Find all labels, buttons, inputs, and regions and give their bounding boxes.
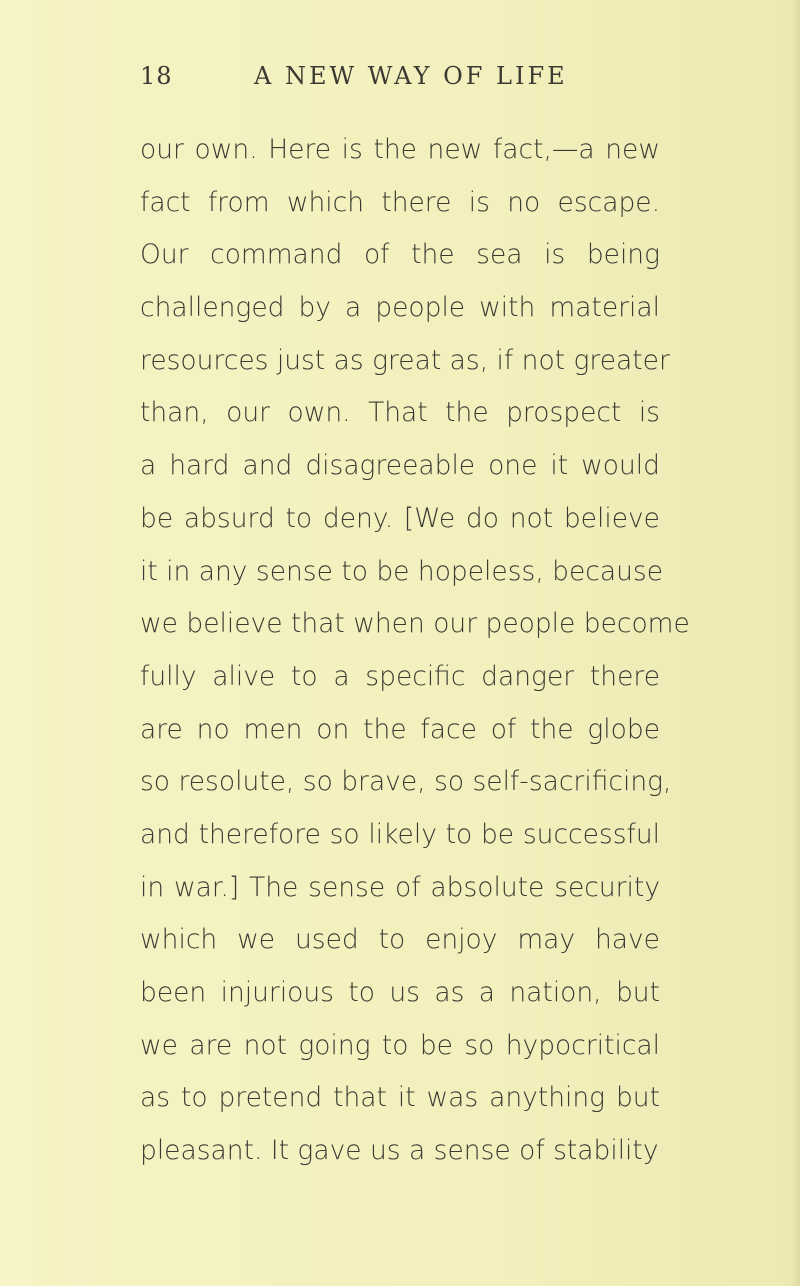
text-line: than, our own. That the prospect is [140, 397, 660, 429]
text-line: our own. Here is the new fact,—a new [140, 134, 660, 165]
text-line: which we used to enjoy may have [140, 924, 660, 956]
text-line: challenged by a people with material [140, 292, 660, 324]
text-line: so resolute, so brave, so self-sacrificing, [140, 766, 672, 798]
text-line: in war.] The sense of absolute security [140, 871, 660, 903]
body-text [140, 124, 690, 1178]
text-line: it in any sense to be hopeless, because [140, 555, 664, 587]
text-line: fact from which there is no escape. [140, 186, 660, 218]
text-line: a hard and disagreeable one it would [140, 450, 660, 482]
running-head: A NEW WAY OF LIFE [254, 62, 568, 90]
text-line: resources just as great as, if not greater [140, 344, 670, 376]
text-line: pleasant. It gave us a sense of stability [140, 1135, 659, 1167]
text-line: we are not going to be so hypocritical [140, 1029, 660, 1061]
text-line: we believe that when our people become [140, 608, 690, 640]
text-line: and therefore so likely to be successful [140, 818, 660, 850]
text-line: Our command of the sea is being [140, 239, 660, 271]
text-line: been injurious to us as a nation, but [140, 977, 660, 1008]
page-number: 18 [140, 62, 173, 90]
text-line: are no men on the face of the globe [140, 713, 660, 745]
text-line: as to pretend that it was anything but [140, 1082, 660, 1114]
text-line: fully alive to a specific danger there [140, 660, 660, 692]
page-header [140, 62, 660, 102]
page-edge-shadow [790, 0, 800, 1286]
text-line: be absurd to deny. [We do not believe [140, 502, 660, 534]
